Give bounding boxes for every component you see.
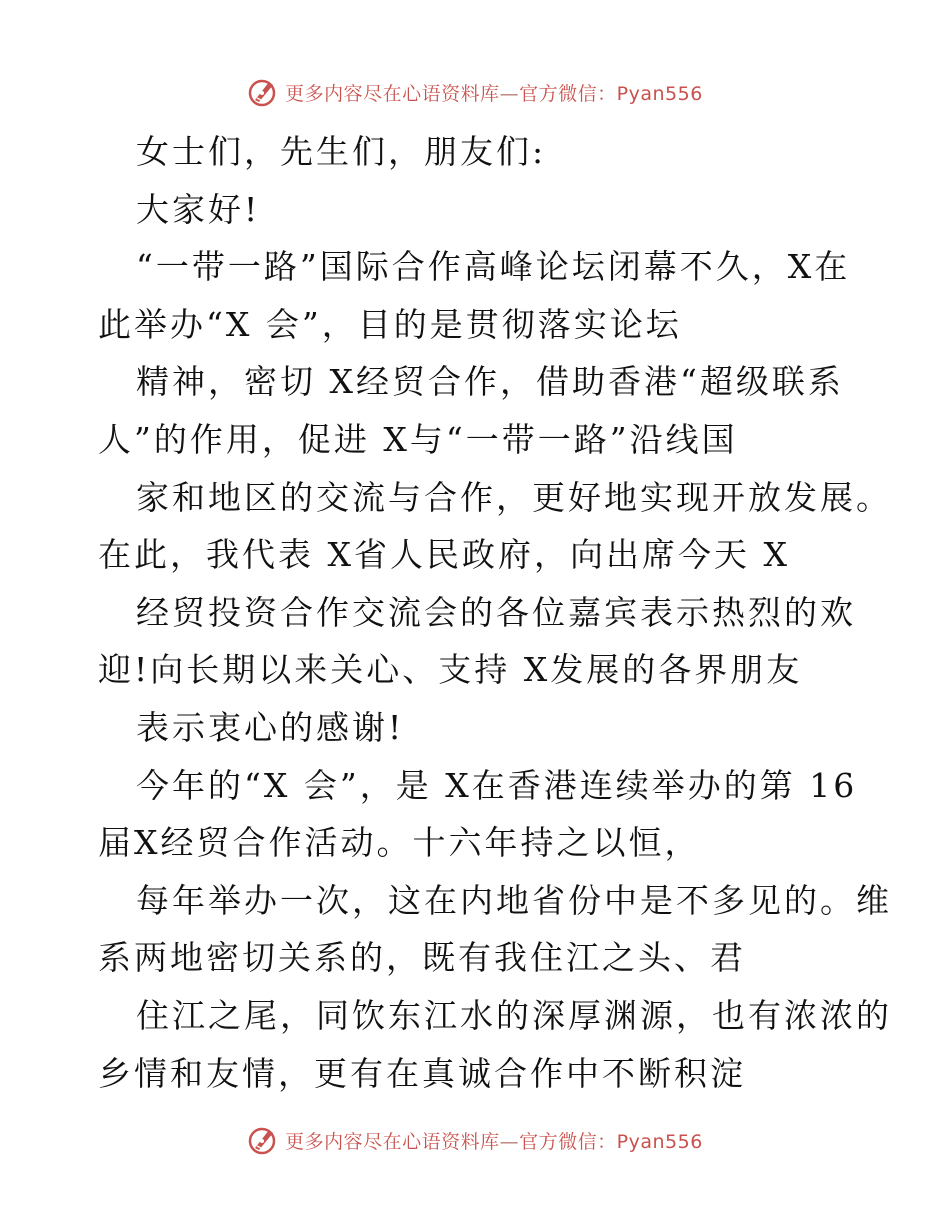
text-line: 家和地区的交流与合作，更好地实现开放发展。 bbox=[136, 477, 892, 517]
text-line: 人”的作用，促进 X与“一带一路”沿线国 bbox=[98, 419, 738, 459]
text-line: 乡情和友情，更有在真诚合作中不断积淀 bbox=[98, 1053, 746, 1093]
banner-text: 更多内容尽在心语资料库—官方微信：Pyan556 bbox=[285, 82, 703, 105]
text-line: 住江之尾，同饮东江水的深厚渊源，也有浓浓的 bbox=[136, 995, 892, 1035]
text-line: 届X经贸合作活动。十六年持之以恒， bbox=[98, 823, 701, 863]
footer-banner bbox=[0, 1120, 950, 1160]
quill-pen-logo-icon bbox=[247, 76, 279, 108]
text-line: 每年举办一次，这在内地省份中是不多见的。维 bbox=[136, 880, 892, 920]
text-line: 迎!向长期以来关心、支持 X发展的各界朋友 bbox=[98, 650, 803, 690]
header-banner bbox=[0, 72, 950, 112]
banner-text: 更多内容尽在心语资料库—官方微信：Pyan556 bbox=[285, 1130, 703, 1153]
text-line: 大家好! bbox=[136, 189, 261, 229]
text-line: 系两地密切关系的，既有我住江之头、君 bbox=[98, 938, 746, 978]
text-line: 在此，我代表 X省人民政府，向出席今天 X bbox=[98, 535, 790, 575]
text-line: 此举办“X 会”，目的是贯彻落实论坛 bbox=[98, 304, 682, 344]
text-line: “一带一路”国际合作高峰论坛闭幕不久，X在 bbox=[136, 247, 851, 287]
text-line: 今年的“X 会”，是 X在香港连续举办的第 16 bbox=[136, 765, 858, 805]
text-line: 女士们，先生们，朋友们: bbox=[136, 132, 547, 171]
quill-pen-logo-icon bbox=[247, 1124, 279, 1156]
text-line: 经贸投资合作交流会的各位嘉宾表示热烈的欢 bbox=[136, 592, 856, 632]
text-line: 精神，密切 X经贸合作，借助香港“超级联系 bbox=[136, 362, 844, 402]
document-body bbox=[98, 123, 892, 1102]
text-line: 表示衷心的感谢! bbox=[136, 707, 405, 747]
